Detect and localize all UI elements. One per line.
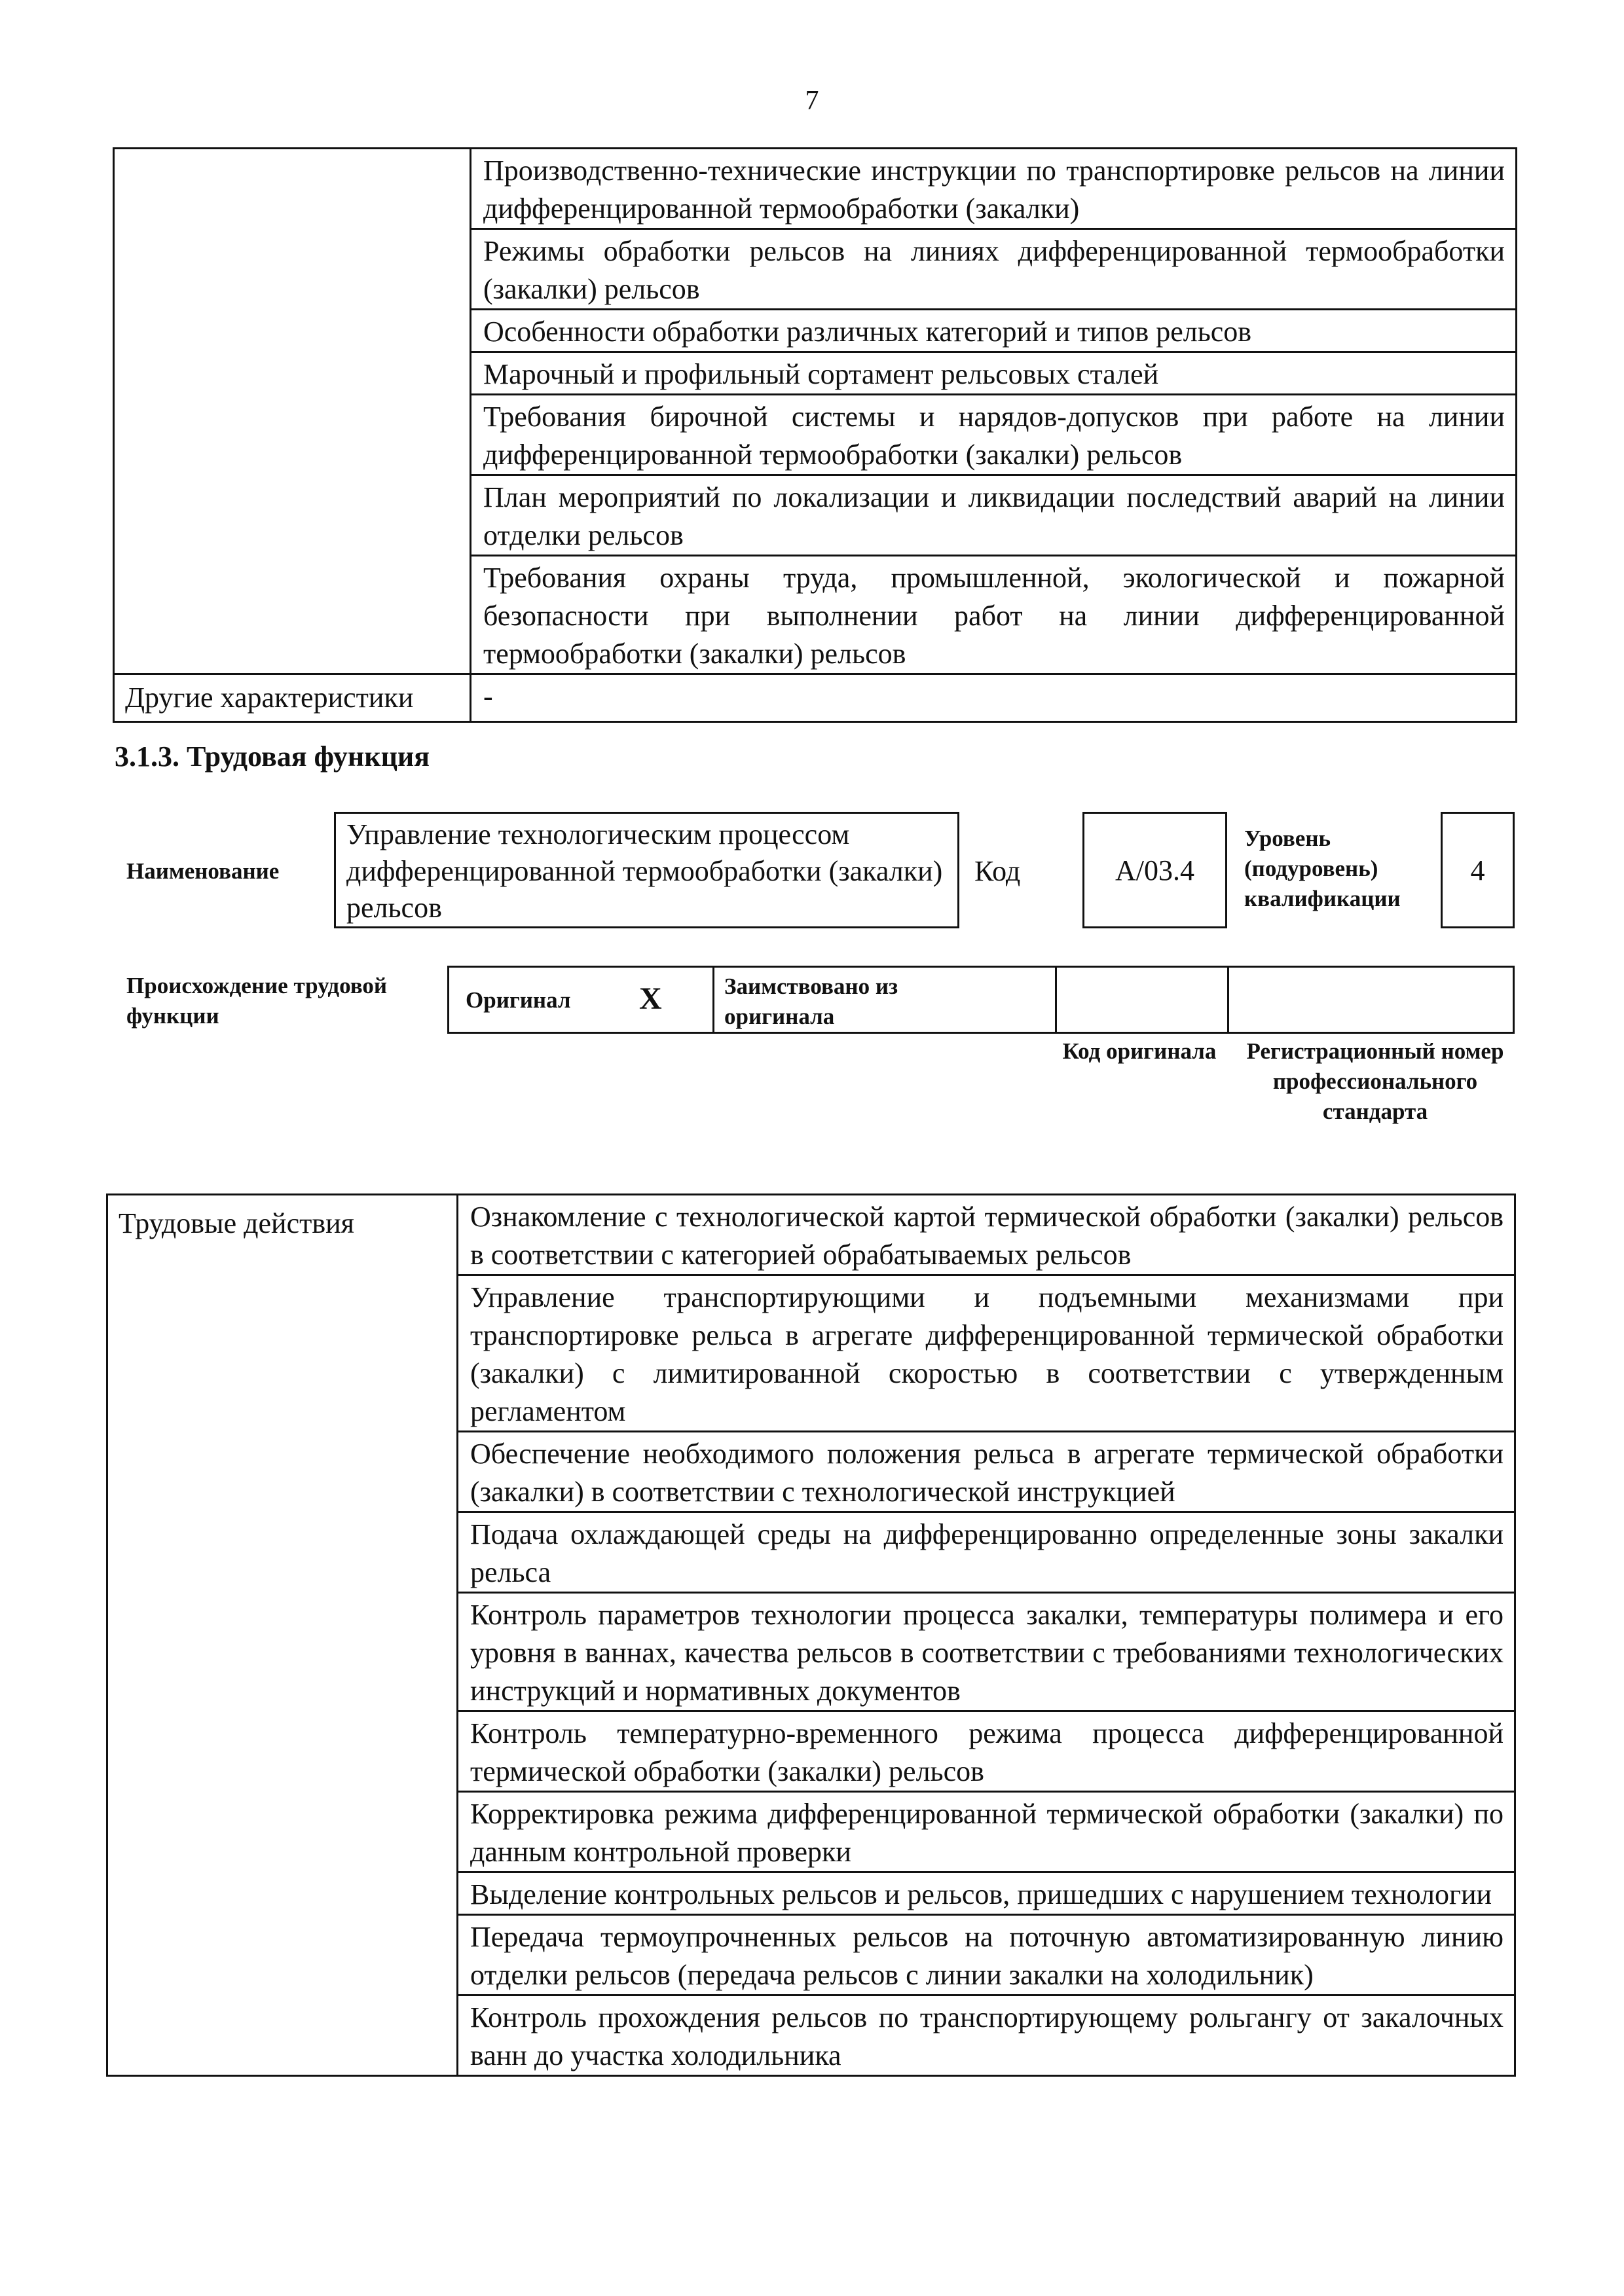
function-code: A/03.4 [1115,854,1194,886]
knowledge-item: Марочный и профильный сортамент рельсовых сталей [471,352,1517,395]
row-label-empty [114,149,471,674]
level-value: 4 [1470,854,1485,886]
level-label: Уровень (подуровень) квалификации [1244,826,1401,911]
original-label: Оригинал [466,987,571,1013]
function-code-box [1082,812,1227,928]
level-box [1441,812,1515,928]
page-number: 7 [805,86,819,116]
code-original-caption: Код оригинала [1062,1038,1217,1064]
labor-action-item: Выделение контрольных рельсов и рельсов, пришедших с нарушением технологии [458,1872,1515,1915]
origin-table [447,966,1515,1034]
knowledge-item: Режимы обработки рельсов на линиях дифференцированной термообработки (закалки) рельсов [471,229,1517,310]
table-row [114,674,1517,722]
knowledge-item: Требования охраны труда, промышленной, экологической и пожарной безопасности при выполнении работ на линии дифференцированной термообработки (закалки) рельсов [471,556,1517,674]
knowledge-item: План мероприятий по локализации и ликвидации последствий аварий на линии отделки рельсов [471,475,1517,556]
code-label: Код [974,855,1021,887]
table-row [114,149,1517,229]
knowledge-item: Производственно-технические инструкции по транспортировке рельсов на линии дифференцированной термообработки (закалки) [471,149,1517,229]
labor-action-item: Ознакомление с технологической картой термической обработки (закалки) рельсов в соответствии с категорией обрабатываемых рельсов [458,1195,1515,1275]
knowledge-table [113,147,1517,723]
registration-number-caption: Регистрационный номер профессионального стандарта [1246,1038,1504,1124]
borrowed-label: Заимствовано из оригинала [724,974,898,1029]
knowledge-item: Особенности обработки различных категорий и типов рельсов [471,310,1517,352]
labor-actions-table [106,1194,1516,2077]
table-row [107,1195,1515,1275]
cell-divider [1055,968,1057,1032]
labor-action-item: Контроль прохождения рельсов по транспортирующему рольгангу от закалочных ванн до участка холодильника [458,1995,1515,2076]
name-label: Наименование [126,858,280,884]
cell-divider [1227,968,1229,1032]
function-name: Управление технологическим процессом дифференцированной термообработки (закалки) рельсов [346,818,943,924]
labor-action-item: Обеспечение необходимого положения рельса в агрегате термической обработки (закалки) в соответствии с технологической инструкцией [458,1432,1515,1512]
labor-action-item: Контроль параметров технологии процесса закалки, температуры полимера и его уровня в ваннах, качества рельсов в соответствии с требованиями технологических инструкций и нормативных документов [458,1593,1515,1711]
labor-action-item: Контроль температурно-временного режима процесса дифференцированной термической обработки (закалки) рельсов [458,1711,1515,1792]
labor-action-item: Корректировка режима дифференцированной термической обработки (закалки) по данным контрольной проверки [458,1792,1515,1872]
cell-divider [712,968,714,1032]
labor-action-item: Подача охлаждающей среды на дифференцированно определенные зоны закалки рельса [458,1512,1515,1593]
function-name-box [334,812,959,928]
other-characteristics-label: Другие характеристики [114,674,471,722]
original-mark: X [639,981,662,1016]
labor-action-item: Передача термоупрочненных рельсов на поточную автоматизированную линию отделки рельсов (передача рельсов с линии закалки на холодильник) [458,1915,1515,1995]
knowledge-item: Требования бирочной системы и нарядов-допусков при работе на линии дифференцированной термообработки (закалки) рельсов [471,395,1517,475]
other-characteristics-value: - [471,674,1517,722]
origin-label: Происхождение трудовой функции [126,973,388,1029]
labor-action-item: Управление транспортирующими и подъемными механизмами при транспортировке рельса в агрегате дифференцированной термической обработки (закалки) с лимитированной скоростью в соответствии с утвержденным регламентом [458,1275,1515,1432]
section-title: 3.1.3. Трудовая функция [115,740,430,773]
labor-actions-label: Трудовые действия [107,1195,458,2076]
